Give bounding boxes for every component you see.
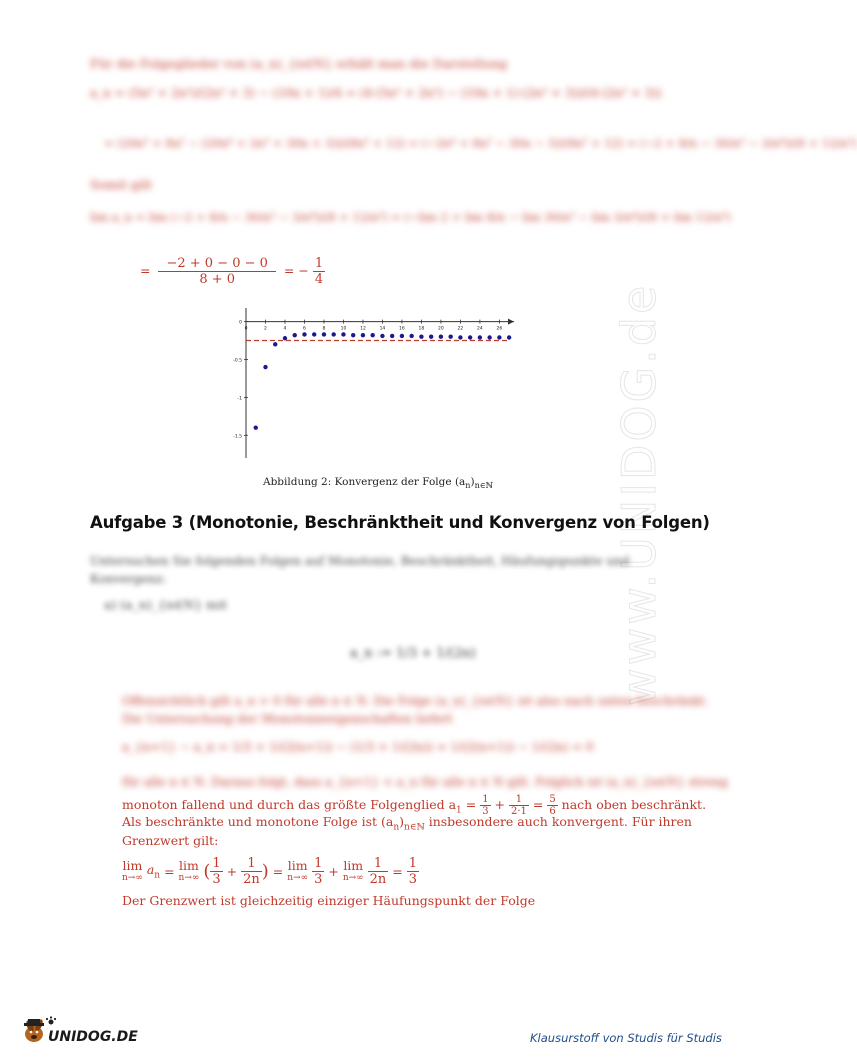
den: 3 bbox=[482, 806, 489, 817]
solution-line-2: Die Untersuchung der Monotonieeigenschaften liefert bbox=[122, 712, 453, 726]
lim-sub: n→∞ bbox=[122, 872, 143, 883]
data-point bbox=[302, 332, 306, 336]
lim-word: lim bbox=[287, 857, 308, 873]
y-tick-label: -1 bbox=[237, 396, 242, 402]
data-point bbox=[468, 335, 472, 339]
solution-line-4: für alle n ∈ N. Daraus folgt, dass a_{n+1} < a_n für alle n ∈ N gilt. Folglich ist (a_n)_{n∈N} streng bbox=[122, 775, 728, 789]
line5-sub: 1 bbox=[456, 805, 462, 816]
lim-word: lim bbox=[179, 857, 199, 873]
x-tick-label: 26 bbox=[496, 326, 503, 332]
x-tick-label: 24 bbox=[477, 326, 483, 332]
lim-word: lim bbox=[343, 857, 364, 873]
data-point bbox=[351, 333, 355, 337]
data-point bbox=[273, 342, 277, 346]
data-point bbox=[254, 425, 258, 429]
num: 1 bbox=[314, 856, 323, 871]
solution-line-3: a_{n+1} − a_n = 1/3 + 1/(2(n+1)) − (1/3 + 1/(2n)) = 1/(2(n+1)) − 1/(2n) < 0 bbox=[122, 740, 594, 754]
den: 2n bbox=[243, 872, 260, 887]
plus-1: + bbox=[226, 864, 238, 879]
den: 2n bbox=[369, 872, 387, 887]
data-point bbox=[487, 335, 491, 339]
solution-line-7: Grenzwert gilt: bbox=[122, 833, 219, 848]
x-tick-label: 8 bbox=[322, 326, 326, 332]
den: 2·1 bbox=[510, 806, 527, 817]
line5-end: nach oben beschränkt. bbox=[557, 797, 707, 812]
x-tick-label: 18 bbox=[418, 326, 425, 332]
caption-subscript-n: n bbox=[465, 481, 471, 491]
solution-line-1: Offensichtlich gilt a_n > 0 für alle n ∈ N. Die Folge (a_n)_{n∈N} ist also nach unten beschränkt. bbox=[122, 694, 709, 708]
line6-sub-n: n bbox=[393, 822, 400, 833]
part-a-label: a) (a_n)_{n∈N} mit bbox=[104, 597, 228, 612]
dog-icon bbox=[24, 1018, 44, 1042]
data-point bbox=[283, 336, 287, 340]
line5-plus: + bbox=[490, 797, 509, 812]
line5-eq: = bbox=[461, 797, 481, 812]
intro-text: Für die Folgeglieder von (a_n)_{n∈N} erhält man die Darstellung bbox=[90, 56, 508, 71]
x-tick-label: 14 bbox=[379, 326, 386, 332]
caption-main: Abbildung 2: Konvergenz der Folge (a bbox=[263, 476, 466, 488]
data-point bbox=[409, 334, 413, 338]
y-tick-label: -1.5 bbox=[233, 434, 242, 440]
footer-tagline: Klausurstoff von Studis für Studis bbox=[530, 1031, 722, 1045]
limit-denominator: 4 bbox=[314, 272, 324, 287]
paw-icon bbox=[46, 1016, 56, 1024]
den: 6 bbox=[549, 806, 556, 817]
lim-sub: n→∞ bbox=[342, 872, 364, 883]
limit-equation bbox=[122, 856, 419, 887]
data-point bbox=[390, 334, 394, 338]
data-point bbox=[263, 365, 267, 369]
watermark: www.UNIDOG.de bbox=[612, 282, 666, 706]
a-n bbox=[146, 862, 161, 881]
line5-eq2: = bbox=[528, 797, 548, 812]
data-point bbox=[312, 332, 316, 336]
equation-4 bbox=[140, 256, 325, 287]
num: 5 bbox=[549, 794, 556, 805]
x-tick-label: 22 bbox=[457, 326, 464, 332]
data-point bbox=[332, 332, 336, 336]
data-point bbox=[507, 335, 511, 339]
lim-1 bbox=[122, 857, 143, 884]
line6-text: Als beschränkte und monotone Folge ist (a bbox=[122, 814, 394, 829]
limit-value-fraction bbox=[313, 256, 325, 287]
frac-1-2n-a bbox=[241, 856, 262, 887]
data-point bbox=[439, 335, 443, 339]
num: 1 bbox=[368, 856, 389, 872]
unidog-logo bbox=[22, 1016, 152, 1046]
paren-close: ) bbox=[261, 861, 269, 882]
num: 1 bbox=[241, 856, 262, 872]
data-point bbox=[448, 335, 452, 339]
eq-2: = bbox=[272, 864, 284, 879]
data-point bbox=[293, 333, 297, 337]
num: 1 bbox=[212, 856, 221, 871]
den: 3 bbox=[314, 872, 323, 887]
result-fraction bbox=[158, 256, 275, 287]
section-heading: Aufgabe 3 (Monotonie, Beschränktheit und Konvergenz von Folgen) bbox=[90, 513, 710, 532]
line6-close: ) bbox=[399, 814, 405, 829]
x-tick-label: 12 bbox=[360, 326, 366, 332]
lim-word: lim bbox=[122, 857, 143, 873]
task-text: Untersuchen Sie folgenden Folgen auf Monotonie, Beschränktheit, Häufungspunkte und Konvergenz: bbox=[90, 554, 630, 586]
line6-sub: n∈ℕ bbox=[404, 822, 425, 833]
lim-sub: n→∞ bbox=[178, 872, 200, 883]
eq-1: = bbox=[164, 864, 175, 879]
line5-text: monoton fallend und durch das größte Folgenglied a bbox=[122, 797, 457, 812]
x-axis-arrow bbox=[508, 319, 514, 325]
num: 1 bbox=[408, 856, 418, 871]
data-point bbox=[341, 332, 345, 336]
lim-2 bbox=[178, 857, 200, 884]
data-point bbox=[478, 335, 482, 339]
caption-close: ) bbox=[470, 476, 475, 488]
frac-1-3-a bbox=[210, 856, 222, 887]
fraction-denominator: 8 + 0 bbox=[199, 272, 236, 287]
fraction-numerator: −2 + 0 − 0 − 0 bbox=[158, 256, 275, 272]
equals-minus: = − bbox=[283, 263, 309, 278]
x-tick-label: 2 bbox=[264, 326, 267, 332]
data-point bbox=[370, 333, 374, 337]
data-point bbox=[429, 335, 433, 339]
limit-numerator: 1 bbox=[314, 256, 324, 271]
data-point bbox=[419, 335, 423, 339]
den: 3 bbox=[212, 872, 221, 887]
den: 3 bbox=[408, 872, 418, 887]
equals-sign: = bbox=[140, 263, 151, 278]
paren-open: ( bbox=[203, 861, 211, 882]
eq-3: = bbox=[392, 864, 403, 879]
frac-1-2n-b bbox=[368, 856, 389, 887]
y-tick-label: 0 bbox=[239, 320, 242, 326]
data-point bbox=[400, 334, 404, 338]
x-tick-label: 0 bbox=[244, 326, 248, 332]
solution-line-6 bbox=[122, 814, 692, 833]
frac-1-3-b bbox=[312, 856, 324, 887]
a: a bbox=[146, 862, 155, 878]
x-tick-label: 6 bbox=[303, 326, 306, 332]
x-tick-label: 16 bbox=[399, 326, 405, 332]
equation-1: a_n = (5n³ + 2n²)/(2n³ + 3) − (10n + 1)/4 = (4·(5n³ + 2n²) − (10n + 1)·(2n³ + 3))/(4·(2n³ + 3)) bbox=[90, 86, 662, 100]
data-point bbox=[458, 335, 462, 339]
lim-3 bbox=[287, 857, 309, 884]
a-sub: n bbox=[154, 870, 161, 881]
data-point bbox=[497, 335, 501, 339]
figure-caption bbox=[263, 476, 493, 490]
lim-4 bbox=[342, 857, 364, 884]
lim-sub: n→∞ bbox=[287, 872, 309, 883]
x-tick-label: 20 bbox=[438, 326, 444, 332]
data-point bbox=[380, 334, 384, 338]
equation-3: lim a_n = lim (−2 + 8/n − 30/n³ − 3/n⁴)/(8 + 12/n³) = (−lim 2 + lim 8/n − lim 30/n³ − lim 3/n⁴)/(8 + lim 12/n³) bbox=[90, 210, 731, 224]
x-tick-label: 4 bbox=[283, 326, 287, 332]
final-sentence: Der Grenzwert ist gleichzeitig einziger Häufungspunkt der Folge bbox=[122, 893, 536, 908]
num: 1 bbox=[509, 794, 529, 806]
data-point bbox=[322, 332, 326, 336]
data-point bbox=[361, 333, 365, 337]
y-tick-label: -0.5 bbox=[233, 358, 242, 364]
caption-subscript: n∈ℕ bbox=[474, 481, 493, 491]
convergence-chart bbox=[222, 300, 522, 462]
frac-result bbox=[407, 856, 419, 887]
line6-text-b: insbesondere auch konvergent. Für ihren bbox=[424, 814, 692, 829]
plus-2: + bbox=[328, 864, 339, 879]
logo-text: UNIDOG.DE bbox=[48, 1029, 138, 1045]
num: 1 bbox=[482, 794, 489, 805]
x-tick-label: 10 bbox=[340, 326, 347, 332]
sequence-definition: a_n := 1/3 + 1/(2n) bbox=[350, 646, 476, 661]
equation-2: = (20n³ + 8n² − (20n⁴ + 2n³ + 30n + 3))/(8n³ + 12) = (−2n⁴ + 8n² − 30n − 3)/(8n³ + 12) = (−2 + 8/n − 30/n³ − 3/n⁴)/(8 + 12/n³) bbox=[104, 136, 857, 150]
somit-text: Somit gilt bbox=[90, 177, 152, 192]
